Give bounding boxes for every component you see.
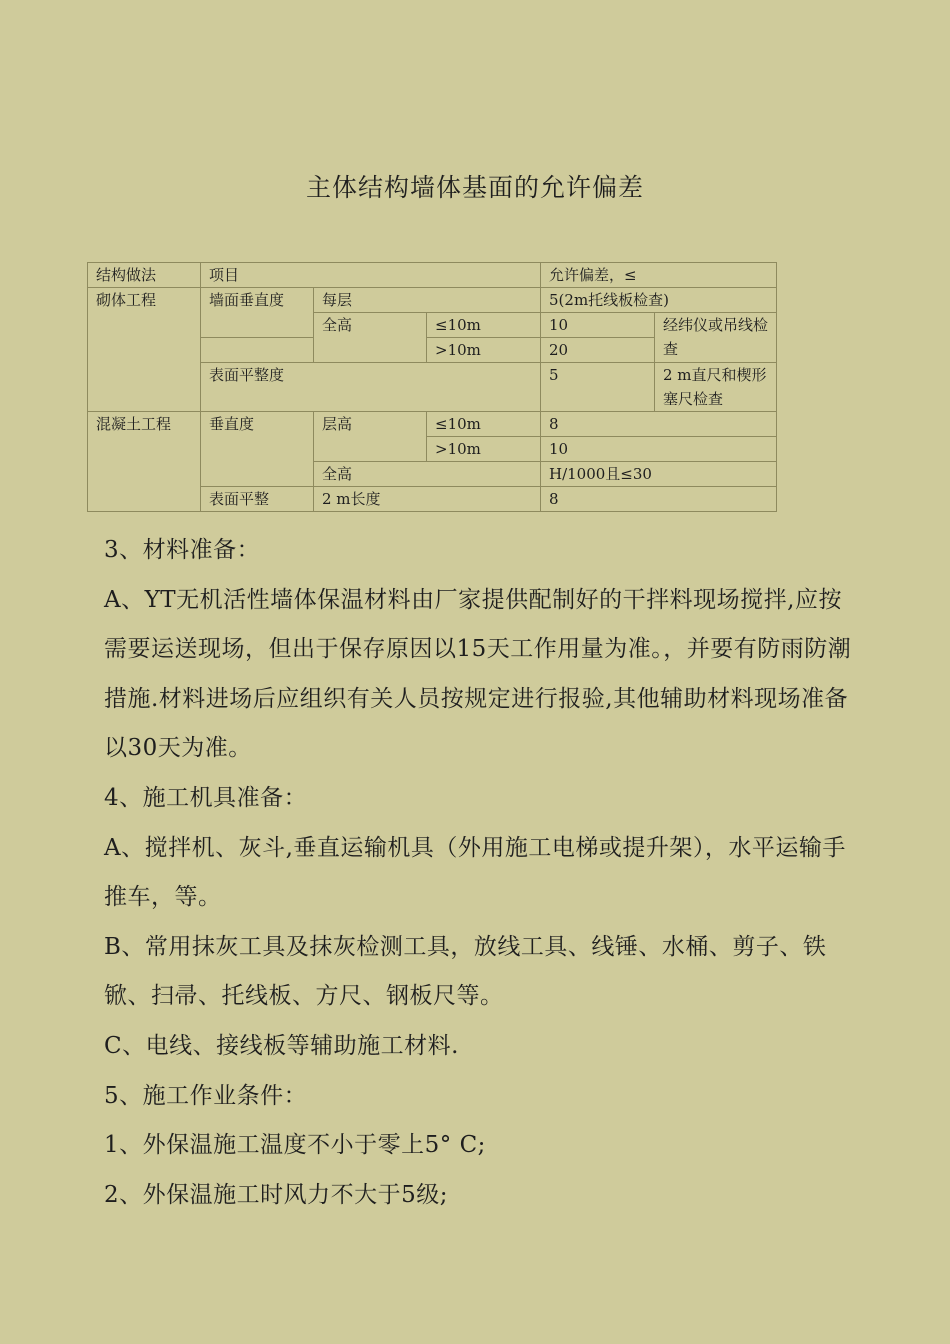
paragraph: C、电线、接线板等辅助施工材料. — [104, 1032, 459, 1059]
paragraph: B、常用抹灰工具及抹灰检测工具，放线工具、线锤、水桶、剪子、铁锨、扫帚、托线板、方尺、钢板尺等。 — [104, 933, 827, 1010]
section-heading: 4、施工机具准备： — [104, 784, 308, 811]
table-cell: 层高 — [314, 412, 427, 462]
table-cell: 表面平整 — [201, 487, 314, 512]
table-cell: ≤10m — [427, 412, 541, 437]
table-cell: 混凝土工程 — [88, 412, 201, 512]
table-cell: >10m — [427, 338, 541, 363]
table-cell: >10m — [427, 437, 541, 462]
table-cell: 2 m直尺和楔形塞尺检查 — [655, 363, 777, 412]
table-row — [88, 412, 777, 437]
table-cell: H/1000且≤30 — [541, 462, 777, 487]
page-title: 主体结构墙体基面的允许偏差 — [305, 173, 644, 202]
table-cell: 8 — [541, 412, 777, 437]
table-header-cell: 允许偏差，≤ — [541, 263, 777, 288]
table-cell: 20 — [541, 338, 655, 363]
table-cell: ≤10m — [427, 313, 541, 338]
paragraph: A、YT无机活性墙体保温材料由厂家提供配制好的干拌料现场搅拌,应按需要运送现场，但出于保存原因以15天工作用量为准。，并要有防雨防潮措施.材料进场后应组织有关人员按规定进行报验,其他辅助材料现场准备以30天为准。 — [104, 586, 852, 762]
table-cell: 全高 — [314, 462, 541, 487]
table-cell: 每层 — [314, 288, 541, 313]
table-cell: 10 — [541, 437, 777, 462]
table-row — [88, 288, 777, 313]
paragraph: 2、外保温施工时风力不大于5级; — [104, 1181, 449, 1208]
paragraph: A、搅拌机、灰斗,垂直运输机具（外用施工电梯或提升架），水平运输手推车，等。 — [104, 834, 846, 911]
table-cell — [201, 338, 314, 363]
table-cell: 砌体工程 — [88, 288, 201, 412]
table-cell: 墙面垂直度 — [201, 288, 314, 338]
table-cell: 2 m长度 — [314, 487, 541, 512]
table-cell: 5 — [541, 363, 655, 412]
table-cell: 全高 — [314, 313, 427, 363]
section-heading: 3、材料准备： — [104, 537, 261, 563]
paragraph: 1、外保温施工温度不小于零上5° C; — [104, 1132, 486, 1159]
table-cell: 表面平整度 — [201, 363, 541, 412]
deviation-table — [87, 262, 777, 512]
table-header-cell: 结构做法 — [88, 263, 201, 288]
table-cell: 垂直度 — [201, 412, 314, 487]
table-cell: 10 — [541, 313, 655, 338]
section-heading: 5、施工作业条件： — [104, 1082, 308, 1109]
table-header-cell: 项目 — [201, 263, 541, 288]
body-text — [104, 526, 864, 1220]
table-row — [88, 263, 777, 288]
table-cell: 5(2m托线板检查) — [541, 288, 777, 313]
table-cell: 8 — [541, 487, 777, 512]
table-cell: 经纬仪或吊线检查 — [655, 313, 777, 363]
